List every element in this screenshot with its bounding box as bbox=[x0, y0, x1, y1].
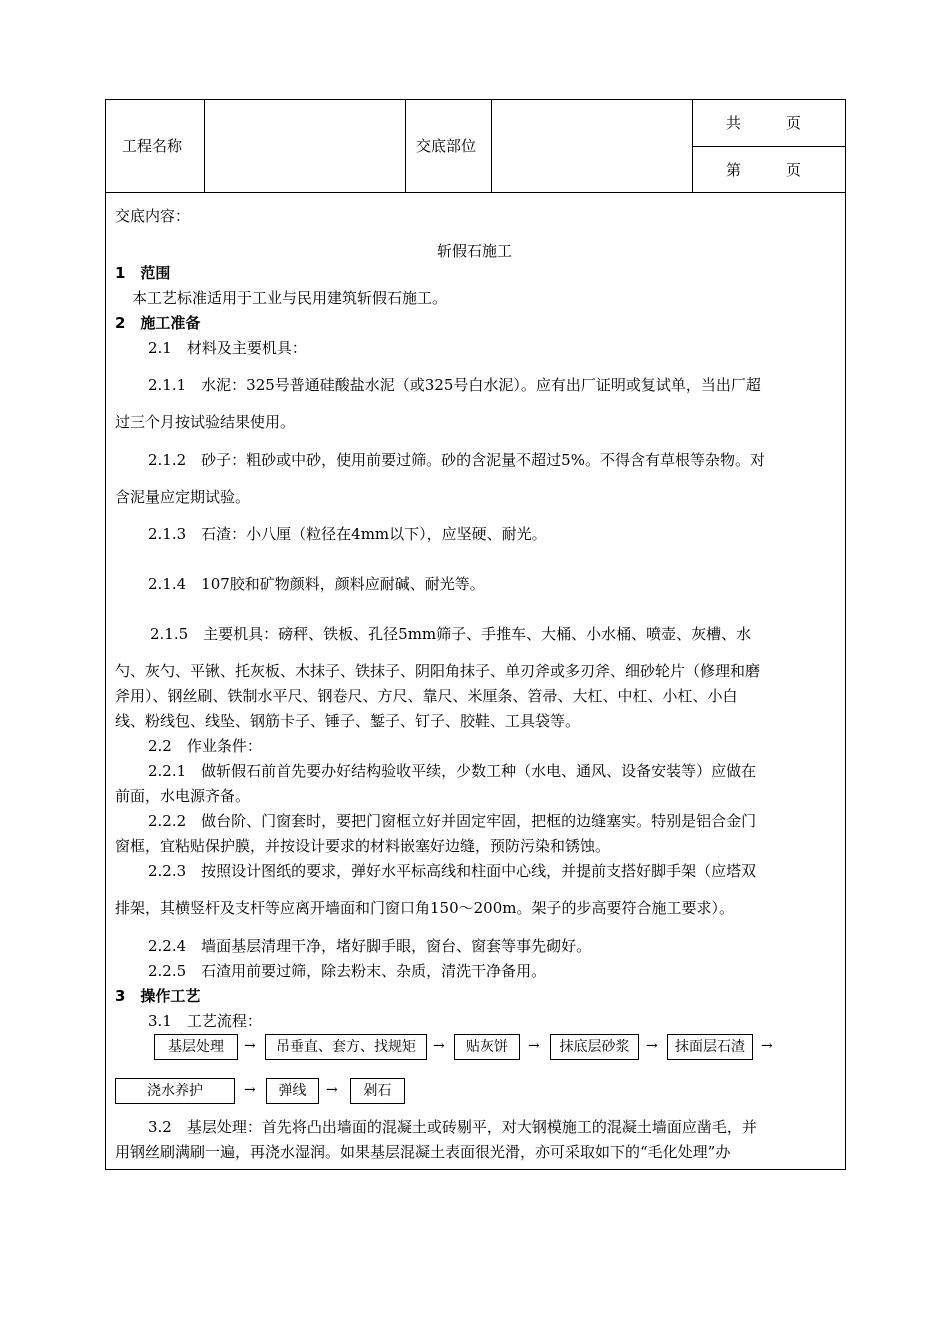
form-header bbox=[106, 100, 845, 193]
section-heading: 1 范围 bbox=[115, 264, 171, 282]
paragraph: 2.2.1 做斩假石前首先要办好结构验收平续，少数工种（水电、通风、设备安装等）应做在 bbox=[148, 762, 757, 780]
paragraph: 2.1.5 主要机具：磅秤、铁板、孔径5mm筛子、手推车、大桶、小水桶、喷壶、灰槽、水 bbox=[150, 625, 752, 643]
divider bbox=[405, 100, 406, 192]
section-heading: 3 操作工艺 bbox=[115, 987, 201, 1005]
disclosure-form bbox=[105, 99, 846, 1170]
document-title: 斩假石施工 bbox=[436, 242, 512, 260]
paragraph: 排架，其横竖杆及支杆等应离开墙面和门窗口角150～200m。架子的步高要符合施工要求）。 bbox=[115, 899, 734, 917]
flow-step: 弹线 bbox=[266, 1078, 319, 1104]
paragraph: 线、粉线包、线坠、钢筋卡子、锤子、錾子、钉子、胶鞋、工具袋等。 bbox=[115, 712, 581, 730]
paragraph: 前面，水电源齐备。 bbox=[115, 787, 251, 805]
paragraph: 窗框，宜粘贴保护膜，并按设计要求的材料嵌塞好边缝，预防污染和锈蚀。 bbox=[115, 837, 611, 855]
paragraph: 用钢丝刷满刷一遍，再浇水湿润。如果基层混凝土表面很光滑，亦可采取如下的“毛化处理”办 bbox=[115, 1143, 731, 1161]
total-pages-label: 共 页 bbox=[726, 114, 802, 132]
arrow-right-icon: → bbox=[244, 1038, 256, 1054]
flow-step: 抹底层砂浆 bbox=[550, 1034, 639, 1060]
paragraph: 2.2.3 按照设计图纸的要求，弹好水平标高线和柱面中心线，并提前支搭好脚手架（应塔双 bbox=[148, 862, 757, 880]
project-name-value[interactable] bbox=[213, 100, 403, 191]
divider bbox=[491, 100, 492, 192]
paragraph: 2.2.5 石渣用前要过筛，除去粉末、杂质，清洗干净备用。 bbox=[148, 962, 547, 980]
paragraph: 含泥量应定期试验。 bbox=[115, 488, 251, 506]
paragraph: 2.2.4 墙面基层清理干净，堵好脚手眼，窗台、窗套等事先砌好。 bbox=[148, 937, 592, 955]
arrow-right-icon: → bbox=[528, 1038, 540, 1054]
flow-step: 贴灰饼 bbox=[454, 1034, 520, 1060]
arrow-right-icon: → bbox=[244, 1082, 256, 1098]
paragraph: 2.1.3 石渣：小八厘（粒径在4mm以下），应坚硬、耐光。 bbox=[148, 525, 547, 543]
paragraph: 本工艺标准适用于工业与民用建筑斩假石施工。 bbox=[132, 289, 448, 307]
paragraph: 2.1.1 水泥：325号普通硅酸盐水泥（或325号白水泥）。应有出厂证明或复试单，当出厂超 bbox=[148, 376, 761, 394]
project-name-label: 工程名称 bbox=[122, 137, 183, 155]
paragraph: 勺、灰勺、平锹、托灰板、木抹子、铁抹子、阴阳角抹子、单刃斧或多刃斧、细砂轮片（修理和磨 bbox=[115, 662, 761, 680]
arrow-right-icon: → bbox=[326, 1082, 338, 1098]
arrow-right-icon: → bbox=[761, 1038, 773, 1054]
flow-step: 吊垂直、套方、找规矩 bbox=[265, 1034, 427, 1060]
subsection-heading: 2.2 作业条件： bbox=[148, 737, 262, 755]
flow-step: 剁石 bbox=[350, 1078, 405, 1104]
paragraph: 2.1.2 砂子：粗砂或中砂，使用前要过筛。砂的含泥量不超过5%。不得含有草根等杂物。对 bbox=[148, 451, 765, 469]
page-number-label: 第 页 bbox=[726, 161, 802, 179]
divider bbox=[692, 146, 845, 147]
arrow-right-icon: → bbox=[433, 1038, 445, 1054]
flow-step: 浇水养护 bbox=[115, 1078, 235, 1104]
paragraph: 3.2 基层处理：首先将凸出墙面的混凝土或砖剔平，对大钢模施工的混凝土墙面应凿毛，并 bbox=[148, 1118, 757, 1136]
subsection-heading: 3.1 工艺流程： bbox=[148, 1012, 262, 1030]
disclosure-part-label: 交底部位 bbox=[416, 137, 477, 155]
flow-step: 基层处理 bbox=[154, 1034, 238, 1060]
content-label: 交底内容： bbox=[115, 207, 191, 225]
flow-step: 抹面层石渣 bbox=[667, 1034, 753, 1060]
subsection-heading: 2.1 材料及主要机具： bbox=[148, 339, 307, 357]
divider bbox=[204, 100, 205, 192]
paragraph: 2.2.2 做台阶、门窗套时，要把门窗框立好并固定牢固，把框的边缝塞实。特别是铝合金门 bbox=[148, 812, 757, 830]
paragraph: 过三个月按试验结果使用。 bbox=[115, 413, 296, 431]
section-heading: 2 施工准备 bbox=[115, 314, 201, 332]
arrow-right-icon: → bbox=[646, 1038, 658, 1054]
paragraph: 2.1.4 107胶和矿物颜料，颜料应耐碱、耐光等。 bbox=[148, 575, 485, 593]
disclosure-part-value[interactable] bbox=[498, 100, 690, 191]
paragraph: 斧用）、钢丝刷、铁制水平尺、钢卷尺、方尺、靠尺、米厘条、笤帚、大杠、中杠、小杠、小白 bbox=[115, 687, 738, 705]
